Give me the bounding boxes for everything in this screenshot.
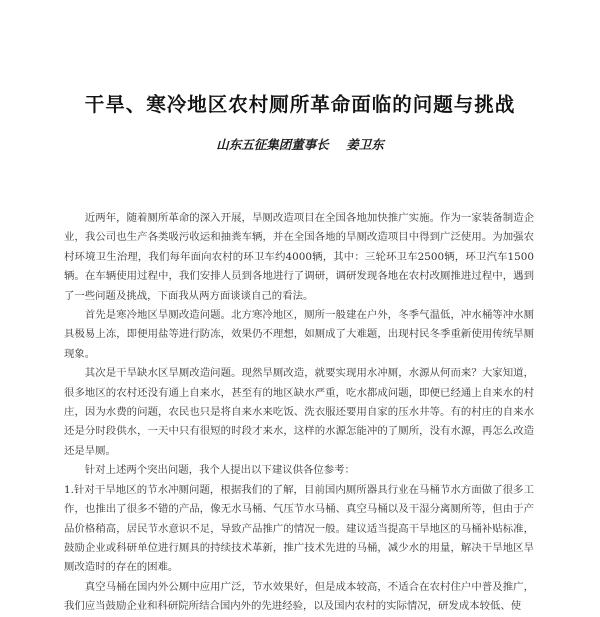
paragraph-suggestion-1: 1.针对干旱地区的节水冲厕问题，根据我们的了解，目前国内厕所器具行业在马桶节水方面做了很多工作，也推出了很多不错的产品，像无水马桶、气压节水马桶、真空马桶以及干湿分离厕所等，但由于产品价格稍高，居民节水意识不足，导致产品推广的情况一般。建议适当提高干旱地区的马桶补贴标准，鼓励企业或科研单位进行厕具的持续技术革新，推广技术先进的马桶，减少水的用量，解决干旱地区旱厕改造时的存在的困难。 <box>64 483 534 574</box>
paragraph-arid-regions: 其次是干旱缺水区旱厕改造问题。现然旱厕改造，就要实现用水冲厕，水源从何而来？大家知道，很多地区的农村还没有通上自来水，甚至有的地区缺水严重，吃水都成问题，即便已经通上自来水的村庄，因为水费的问题，农民也只是将自来水来吃饭、洗衣服还要用自家的压水井等。有的村庄的自来水还是分时段供水，一天中只有很短的时段才来水，这样的水源怎能冲的了厕所，没有水源，再怎么改造还是旱厕。 <box>64 367 534 457</box>
paragraph-intro: 近两年，随着厕所革命的深入开展，旱厕改造项目在全国各地加快推广实施。作为一家装备制造企业，我公司也生产各类吸污收运和抽粪车辆，并在全国各地的旱厕改造项目中得到广泛使用。为加强农村环境卫生治理，我们每年面向农村的环卫车约4000辆，其中：三轮环卫车2500辆，环卫汽车1500辆。在车辆使用过程中，我们安排人员到各地进行了调研，调研发现各地在农村改厕推进过程中，遇到了一些问题及挑战，下面我从两方面谈谈自己的看法。 <box>64 212 534 302</box>
paragraph-vacuum-toilet: 真空马桶在国内外公厕中应用广泛，节水效果好，但是成本较高，不适合在农村住户中普及推广，我们应当鼓励企业和科研院所结合国内外的先进经验，以及国内农村的实际情况，研发成本较低、使 <box>64 580 534 613</box>
paragraph-suggestions-intro: 针对上述两个突出问题，我个人提出以下建议供各位参考： <box>84 464 355 477</box>
paragraph-cold-regions: 首先是寒冷地区旱厕改造问题。北方寒冷地区，厕所一般建在户外，冬季气温低，冲水桶等冲水厕具极易上冻，即便用盐等进行防冻，效果仍不理想，如厕成了大难题，出现村民冬季重新使用传统旱厕现象。 <box>64 309 534 360</box>
article-byline: 山东五征集团董事长 姜卫东 <box>216 137 384 152</box>
article-body <box>64 209 534 617</box>
article-title: 干旱、寒冷地区农村厕所革命面临的问题与挑战 <box>84 93 516 116</box>
